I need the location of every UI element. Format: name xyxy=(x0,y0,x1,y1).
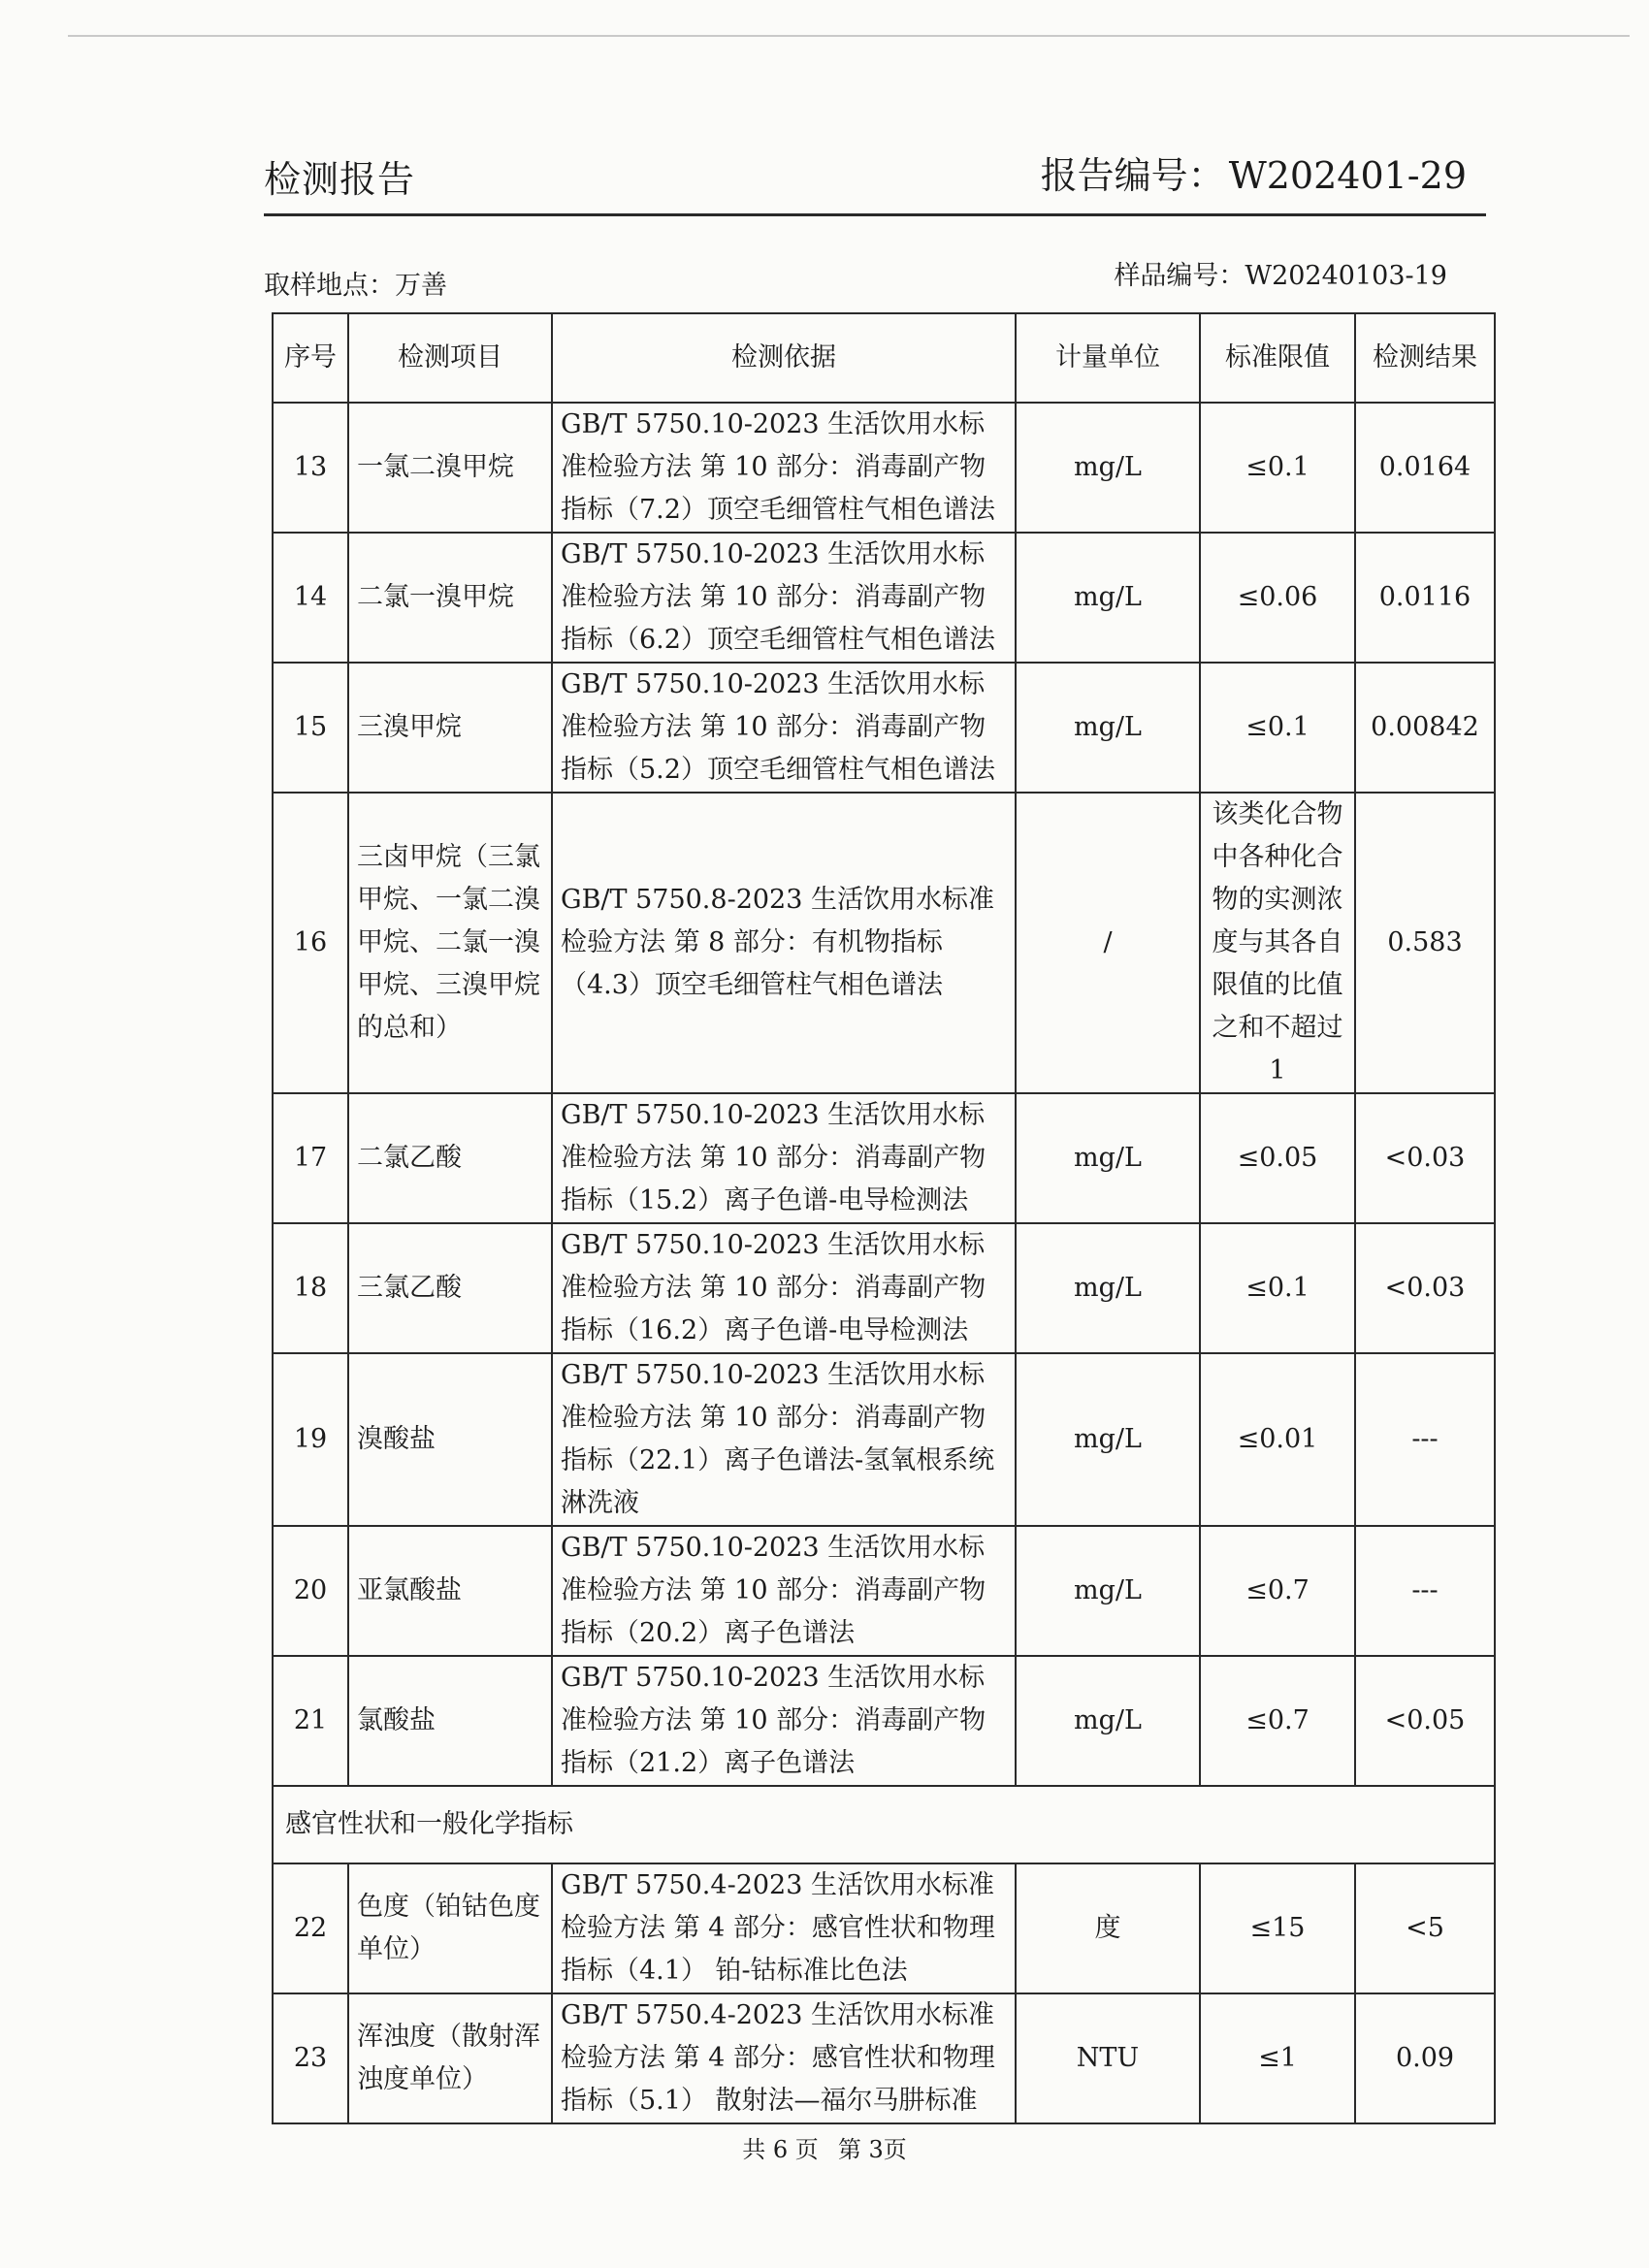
table-row xyxy=(273,1526,1495,1656)
cell-no: 20 xyxy=(273,1526,348,1656)
cell-result: 0.0116 xyxy=(1355,533,1495,663)
cell-item: 溴酸盐 xyxy=(348,1353,552,1526)
sampling-location-label: 取样地点： xyxy=(264,271,395,301)
table-row xyxy=(273,1993,1495,2123)
sampling-location xyxy=(264,264,447,302)
cell-no: 21 xyxy=(273,1656,348,1786)
cell-result: <0.03 xyxy=(1355,1093,1495,1223)
cell-basis: GB/T 5750.10-2023 生活饮用水标准检验方法 第 10 部分：消毒副产物指标（16.2）离子色谱-电导检测法 xyxy=(552,1223,1016,1353)
cell-result: 0.0164 xyxy=(1355,403,1495,533)
page-footer xyxy=(0,2130,1649,2164)
cell-basis: GB/T 5750.4-2023 生活饮用水标准检验方法 第 4 部分：感官性状和物理指标（4.1） 铂-钴标准比色法 xyxy=(552,1863,1016,1993)
cell-unit: / xyxy=(1016,793,1200,1093)
cell-result: 0.09 xyxy=(1355,1993,1495,2123)
current-page: 第 3页 xyxy=(837,2136,907,2163)
cell-limit: ≤0.7 xyxy=(1200,1656,1355,1786)
table-body-disinfection xyxy=(273,403,1495,1786)
table-row xyxy=(273,1353,1495,1526)
header-result: 检测结果 xyxy=(1355,313,1495,403)
scan-edge-line xyxy=(68,35,1630,37)
cell-basis: GB/T 5750.10-2023 生活饮用水标准检验方法 第 10 部分：消毒副产物指标（15.2）离子色谱-电导检测法 xyxy=(552,1093,1016,1223)
cell-limit: ≤0.01 xyxy=(1200,1353,1355,1526)
table-row xyxy=(273,663,1495,793)
cell-unit: mg/L xyxy=(1016,1656,1200,1786)
cell-limit: ≤0.05 xyxy=(1200,1093,1355,1223)
sample-number-value: W20240103-19 xyxy=(1245,261,1447,291)
cell-result: <0.03 xyxy=(1355,1223,1495,1353)
cell-no: 15 xyxy=(273,663,348,793)
cell-item: 色度（铂钴色度单位） xyxy=(348,1863,552,1993)
cell-no: 22 xyxy=(273,1863,348,1993)
header-unit: 计量单位 xyxy=(1016,313,1200,403)
report-number xyxy=(1037,146,1467,199)
cell-unit: 度 xyxy=(1016,1863,1200,1993)
cell-basis: GB/T 5750.4-2023 生活饮用水标准检验方法 第 4 部分：感官性状和物理指标（5.1） 散射法—福尔马肼标准 xyxy=(552,1993,1016,2123)
cell-no: 16 xyxy=(273,793,348,1093)
cell-no: 13 xyxy=(273,403,348,533)
cell-item: 亚氯酸盐 xyxy=(348,1526,552,1656)
cell-basis: GB/T 5750.10-2023 生活饮用水标准检验方法 第 10 部分：消毒副产物指标（21.2）离子色谱法 xyxy=(552,1656,1016,1786)
cell-limit: ≤1 xyxy=(1200,1993,1355,2123)
cell-result: 0.00842 xyxy=(1355,663,1495,793)
cell-limit: ≤0.1 xyxy=(1200,403,1355,533)
cell-unit: mg/L xyxy=(1016,1526,1200,1656)
header-limit: 标准限值 xyxy=(1200,313,1355,403)
section-title: 感官性状和一般化学指标 xyxy=(273,1786,1495,1863)
cell-item: 二氯乙酸 xyxy=(348,1093,552,1223)
report-title: 检测报告 xyxy=(264,158,416,201)
cell-unit: mg/L xyxy=(1016,663,1200,793)
cell-unit: mg/L xyxy=(1016,1223,1200,1353)
cell-item: 三卤甲烷（三氯甲烷、一氯二溴甲烷、二氯一溴甲烷、三溴甲烷的总和） xyxy=(348,793,552,1093)
table-section xyxy=(273,1786,1495,1863)
table-row xyxy=(273,1656,1495,1786)
header-item: 检测项目 xyxy=(348,313,552,403)
cell-result: 0.583 xyxy=(1355,793,1495,1093)
cell-basis: GB/T 5750.10-2023 生活饮用水标准检验方法 第 10 部分：消毒副产物指标（7.2）顶空毛细管柱气相色谱法 xyxy=(552,403,1016,533)
cell-unit: mg/L xyxy=(1016,533,1200,663)
header-basis: 检测依据 xyxy=(552,313,1016,403)
cell-no: 14 xyxy=(273,533,348,663)
cell-unit: mg/L xyxy=(1016,403,1200,533)
table-row xyxy=(273,793,1495,1093)
cell-no: 19 xyxy=(273,1353,348,1526)
table-row xyxy=(273,1223,1495,1353)
cell-basis: GB/T 5750.10-2023 生活饮用水标准检验方法 第 10 部分：消毒副产物指标（6.2）顶空毛细管柱气相色谱法 xyxy=(552,533,1016,663)
cell-item: 二氯一溴甲烷 xyxy=(348,533,552,663)
cell-item: 三氯乙酸 xyxy=(348,1223,552,1353)
cell-item: 浑浊度（散射浑浊度单位） xyxy=(348,1993,552,2123)
table-header-row xyxy=(273,313,1495,403)
cell-limit: 该类化合物中各种化合物的实测浓度与其各自限值的比值之和不超过1 xyxy=(1200,793,1355,1093)
cell-item: 氯酸盐 xyxy=(348,1656,552,1786)
section-row xyxy=(273,1786,1495,1863)
sample-meta xyxy=(264,254,1447,301)
cell-result: <5 xyxy=(1355,1863,1495,1993)
report-number-label: 报告编号： xyxy=(1040,154,1225,197)
table-row xyxy=(273,403,1495,533)
table-row xyxy=(273,1093,1495,1223)
report-number-value: W202401-29 xyxy=(1228,154,1467,197)
cell-limit: ≤0.06 xyxy=(1200,533,1355,663)
cell-basis: GB/T 5750.8-2023 生活饮用水标准检验方法 第 8 部分：有机物指标（4.3）顶空毛细管柱气相色谱法 xyxy=(552,793,1016,1093)
results-table xyxy=(272,312,1496,2124)
cell-basis: GB/T 5750.10-2023 生活饮用水标准检验方法 第 10 部分：消毒副产物指标（20.2）离子色谱法 xyxy=(552,1526,1016,1656)
cell-result: --- xyxy=(1355,1353,1495,1526)
sample-number-label: 样品编号： xyxy=(1114,261,1245,291)
cell-unit: mg/L xyxy=(1016,1353,1200,1526)
sampling-location-value: 万善 xyxy=(395,271,447,301)
cell-limit: ≤0.7 xyxy=(1200,1526,1355,1656)
table-row xyxy=(273,533,1495,663)
cell-no: 17 xyxy=(273,1093,348,1223)
sample-number xyxy=(1114,254,1447,292)
cell-basis: GB/T 5750.10-2023 生活饮用水标准检验方法 第 10 部分：消毒副产物指标（5.2）顶空毛细管柱气相色谱法 xyxy=(552,663,1016,793)
cell-basis: GB/T 5750.10-2023 生活饮用水标准检验方法 第 10 部分：消毒副产物指标（22.1）离子色谱法-氢氧根系统淋洗液 xyxy=(552,1353,1016,1526)
cell-no: 23 xyxy=(273,1993,348,2123)
cell-limit: ≤0.1 xyxy=(1200,1223,1355,1353)
cell-item: 一氯二溴甲烷 xyxy=(348,403,552,533)
cell-limit: ≤15 xyxy=(1200,1863,1355,1993)
cell-unit: NTU xyxy=(1016,1993,1200,2123)
cell-item: 三溴甲烷 xyxy=(348,663,552,793)
report-header xyxy=(264,146,1486,216)
total-pages: 共 6 页 xyxy=(742,2136,819,2163)
table-row xyxy=(273,1863,1495,1993)
cell-result: <0.05 xyxy=(1355,1656,1495,1786)
cell-no: 18 xyxy=(273,1223,348,1353)
cell-limit: ≤0.1 xyxy=(1200,663,1355,793)
cell-unit: mg/L xyxy=(1016,1093,1200,1223)
header-no: 序号 xyxy=(273,313,348,403)
cell-result: --- xyxy=(1355,1526,1495,1656)
table-body-sensory xyxy=(273,1863,1495,2123)
